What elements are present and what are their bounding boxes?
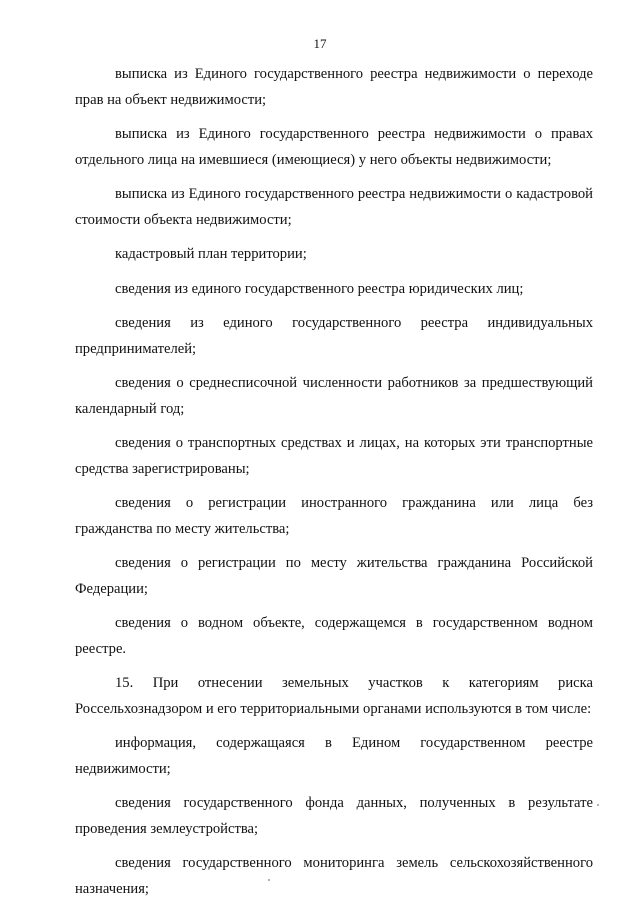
- paragraph: сведения о транспортных средствах и лицах, на которых эти транспортные средства зарегистрированы;: [75, 435, 593, 477]
- paragraph: сведения государственного мониторинга земель сельскохозяйственного назначения;: [75, 855, 593, 897]
- paragraph: сведения из единого государственного реестра юридических лиц;: [115, 280, 524, 297]
- document-body: [75, 62, 593, 911]
- page-number: 17: [313, 36, 327, 51]
- paragraph: выписка из Единого государственного реестра недвижимости о кадастровой стоимости объекта недвижимости;: [75, 186, 593, 228]
- paragraph: кадастровый план территории;: [115, 246, 307, 262]
- paragraph: 15. При отнесении земельных участков к категориям риска Россельхознадзором и его территориальными органами используются в том числе:: [75, 675, 593, 717]
- paragraph: сведения о регистрации по месту жительства гражданина Российской Федерации;: [75, 555, 593, 597]
- paragraph: сведения о среднесписочной численности работников за предшествующий календарный год;: [75, 375, 593, 417]
- paragraph: выписка из Единого государственного реестра недвижимости о переходе прав на объект недвижимости;: [75, 66, 593, 108]
- paragraph: информация, содержащаяся в Едином государственном реестре недвижимости;: [75, 735, 593, 777]
- scan-speck: [597, 804, 599, 806]
- paragraph: сведения о водном объекте, содержащемся в государственном водном реестре.: [75, 615, 593, 657]
- paragraph: сведения государственного фонда данных, полученных в результате проведения землеустройства;: [75, 795, 593, 837]
- paragraph: выписка из Единого государственного реестра недвижимости о правах отдельного лица на имевшиеся (имеющиеся) у него объекты недвижимости;: [75, 126, 593, 168]
- paragraph: сведения о регистрации иностранного гражданина или лица без гражданства по месту жительства;: [75, 495, 593, 537]
- scan-speck: [268, 879, 270, 881]
- paragraph: сведения из единого государственного реестра индивидуальных предпринимателей;: [75, 315, 593, 357]
